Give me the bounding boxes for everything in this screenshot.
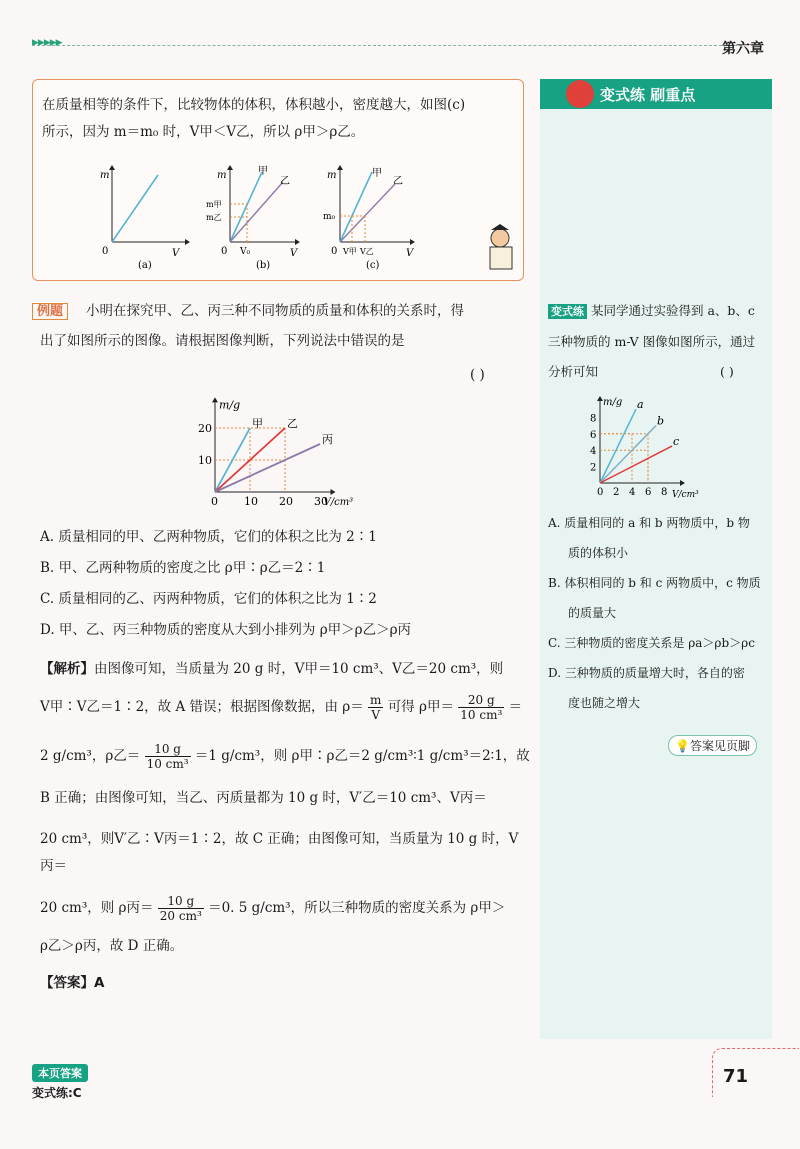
footer-answer: 变式练:C bbox=[32, 1086, 82, 1100]
series-line-2 bbox=[215, 444, 320, 492]
tip-line-1: 在质量相等的条件下，比较物体的体积，体积越小，密度越大，如图(c) bbox=[42, 97, 466, 113]
side-option-c: C. 三种物质的密度关系是 ρa＞ρb＞ρc bbox=[548, 636, 755, 650]
graph-b-m1: m甲 bbox=[206, 200, 222, 209]
y-tick-1: 20 bbox=[198, 422, 212, 435]
x-tick-3: 30 bbox=[314, 495, 328, 508]
solution-line-1 bbox=[40, 656, 530, 683]
answer-link-button[interactable]: 💡答案见页脚 bbox=[668, 735, 757, 756]
graph-c-label-yi: 乙 bbox=[393, 176, 403, 187]
fraction-10g-10cm: $\frac{10 g}{\text{10 cm³}}$ bbox=[146, 742, 189, 771]
side-x-tick-4: 8 bbox=[661, 487, 668, 498]
side-option-b-1: B. 体积相同的 b 和 c 两物质中，c 物质 bbox=[548, 576, 761, 590]
side-q-line-1: 某同学通过实验得到 a、b、c bbox=[590, 303, 755, 318]
graph-b-xlabel: V bbox=[290, 248, 298, 259]
option-b: B. 甲、乙两种物质的密度之比 ρ甲∶ρ乙＝2∶1 bbox=[40, 560, 326, 576]
option-c: C. 质量相同的乙、丙两种物质，它们的体积之比为 1∶2 bbox=[40, 591, 377, 607]
side-option-b-2: 的质量大 bbox=[568, 606, 617, 620]
tip-text bbox=[42, 92, 512, 146]
y-axis-arrow bbox=[212, 397, 218, 402]
side-y-tick-0: 2 bbox=[590, 462, 597, 474]
side-answer-paren: ( ) bbox=[720, 364, 734, 379]
solution-line-3 bbox=[40, 742, 530, 771]
main-chart bbox=[185, 395, 375, 510]
graph-b-m2: m乙 bbox=[206, 213, 222, 222]
tip-line-2: 所示，因为 m＝m₀ 时，V甲＜V乙，所以 ρ甲＞ρ乙。 bbox=[42, 124, 365, 140]
y-axis-label: m/g bbox=[219, 398, 241, 412]
solution-text-2a: V甲∶V乙＝1∶2，故 A 错误；根据图像数据，由 ρ＝ bbox=[40, 699, 364, 715]
graph-a-ylabel: m bbox=[100, 170, 110, 181]
graph-c-xlabel: V bbox=[406, 248, 414, 259]
side-options bbox=[548, 508, 770, 718]
practice-mascot-icon bbox=[566, 80, 594, 108]
side-x-axis-label: V/cm³ bbox=[672, 490, 699, 500]
solution-line-6 bbox=[40, 894, 530, 923]
graph-c bbox=[323, 165, 415, 271]
graph-b-label-jia: 甲 bbox=[258, 166, 268, 177]
side-series-label-2: c bbox=[673, 435, 680, 449]
header-divider bbox=[32, 45, 742, 46]
graph-a-caption: (a) bbox=[138, 260, 152, 271]
side-tag: 变式练 bbox=[548, 304, 587, 319]
graph-c-ylabel: m bbox=[327, 170, 337, 181]
side-panel-title: 变式练 刷重点 bbox=[600, 86, 696, 104]
side-option-d-1: D. 三种物质的质量增大时，各自的密 bbox=[548, 666, 745, 680]
graph-a-xlabel: V bbox=[172, 248, 180, 259]
side-y-tick-1: 4 bbox=[590, 446, 597, 458]
side-x-tick-1: 2 bbox=[613, 487, 620, 498]
y-tick-0: 10 bbox=[198, 454, 212, 467]
graph-b-v0: V₀ bbox=[240, 247, 251, 257]
option-d: D. 甲、乙、丙三种物质的密度从大到小排列为 ρ甲＞ρ乙＞ρ丙 bbox=[40, 622, 412, 638]
side-x-tick-2: 4 bbox=[629, 487, 636, 498]
side-chart bbox=[575, 390, 735, 505]
solution-label: 【解析】 bbox=[40, 661, 94, 677]
example-options bbox=[40, 524, 520, 644]
graph-a bbox=[100, 165, 190, 271]
x-tick-2: 20 bbox=[279, 495, 293, 508]
x-axis-arrow bbox=[331, 489, 336, 495]
side-option-a-1: A. 质量相同的 a 和 b 两物质中，b 物 bbox=[548, 516, 750, 530]
side-y-axis-label: m/g bbox=[603, 397, 623, 408]
hint-icon: 💡 bbox=[675, 739, 690, 753]
footer-answer-tag: 本页答案 bbox=[32, 1064, 88, 1082]
solution-line-5: 20 cm³，则V′乙∶V丙＝1∶2，故 C 正确；由图像可知，当质量为 10 g 时，V丙＝ bbox=[40, 831, 519, 874]
solution-line-4: B 正确；由图像可知，当乙、丙质量都为 10 g 时，V′乙＝10 cm³、V丙＝ bbox=[40, 790, 487, 806]
solution-text-2b: 可得 ρ甲＝ bbox=[387, 699, 454, 715]
graph-c-m0: m₀ bbox=[323, 212, 336, 222]
series-label-2: 丙 bbox=[322, 433, 333, 446]
formula-density-fraction: $\frac{m}{V}$ bbox=[370, 693, 382, 722]
graph-a-origin: 0 bbox=[102, 246, 109, 257]
side-x-tick-0: 0 bbox=[597, 487, 604, 498]
side-series-line-2 bbox=[600, 446, 672, 483]
example-question-line-1: 小明在探究甲、乙、丙三种不同物质的质量和体积的关系时，得 bbox=[86, 303, 464, 319]
side-y-tick-2: 6 bbox=[590, 429, 597, 441]
side-q-line-3: 分析可知 ( ) bbox=[548, 357, 770, 387]
graph-c-label-jia: 甲 bbox=[372, 168, 382, 179]
graph-b-label-yi: 乙 bbox=[280, 176, 290, 187]
graph-c-origin: 0 bbox=[331, 246, 338, 257]
example-answer-paren: ( ) bbox=[470, 367, 485, 383]
fraction-10g-20cm: $\frac{10 g}{\text{20 cm³}}$ bbox=[159, 894, 202, 923]
graph-c-vyi: V乙 bbox=[360, 247, 374, 256]
option-a: A. 质量相同的甲、乙两种物质，它们的体积之比为 2∶1 bbox=[40, 529, 377, 545]
side-option-a-2: 质的体积小 bbox=[568, 546, 629, 560]
side-series-label-0: a bbox=[637, 398, 644, 412]
graph-b-origin: 0 bbox=[221, 246, 228, 257]
side-x-tick-3: 6 bbox=[645, 487, 652, 498]
solution-text-1: 由图像可知，当质量为 20 g 时，V甲＝10 cm³、V乙＝20 cm³，则 bbox=[94, 661, 504, 677]
graph-c-caption: (c) bbox=[366, 260, 380, 271]
solution-line-2 bbox=[40, 693, 530, 722]
solution-block bbox=[40, 656, 530, 997]
series-label-1: 乙 bbox=[287, 417, 298, 430]
side-question bbox=[548, 296, 770, 387]
graph-b bbox=[206, 165, 300, 271]
x-axis-label: V/cm³ bbox=[323, 497, 354, 508]
solution-text-6a: 20 cm³，则 ρ丙＝ bbox=[40, 900, 154, 916]
side-x-arrow bbox=[680, 480, 685, 486]
solution-line-7: ρ乙＞ρ丙，故 D 正确。 bbox=[40, 938, 184, 954]
solution-text-6b: ＝0. 5 g/cm³，所以三种物质的密度关系为 ρ甲＞ bbox=[208, 900, 506, 916]
graph-b-caption: (b) bbox=[256, 260, 271, 271]
x-tick-0: 0 bbox=[211, 495, 218, 508]
series-label-0: 甲 bbox=[252, 417, 263, 430]
tip-graphs bbox=[90, 160, 520, 275]
fraction-20g-10cm: $\frac{20 g}{\text{10 cm³}}$ bbox=[460, 693, 503, 722]
solution-answer: 【答案】A bbox=[40, 975, 105, 991]
graph-c-vjia: V甲 bbox=[343, 247, 357, 256]
side-option-d-2: 度也随之增大 bbox=[568, 696, 641, 710]
solution-text-2c: ＝ bbox=[508, 699, 523, 715]
header-arrows-icon: ▶▶▶▶▶ bbox=[32, 38, 62, 48]
example-tag: 例题 bbox=[32, 300, 68, 319]
side-q-line-2: 三种物质的 m-V 图像如图所示，通过 bbox=[548, 334, 756, 349]
x-tick-1: 10 bbox=[244, 495, 258, 508]
graph-b-ylabel: m bbox=[217, 170, 227, 181]
solution-text-3a: 2 g/cm³，ρ乙＝ bbox=[40, 748, 141, 764]
chapter-title: 第六章 bbox=[722, 41, 764, 57]
scholar-cartoon-icon bbox=[490, 224, 512, 269]
side-series-line-0 bbox=[600, 409, 636, 483]
example-question-line-2: 出了如图所示的图像。请根据图像判断，下列说法中错误的是 bbox=[40, 333, 405, 349]
solution-text-3b: ＝1 g/cm³，则 ρ甲∶ρ乙＝2 g/cm³∶1 g/cm³＝2∶1，故 bbox=[194, 748, 530, 764]
page-number: 71 bbox=[723, 1066, 749, 1087]
side-series-label-1: b bbox=[657, 414, 665, 428]
side-y-tick-3: 8 bbox=[590, 413, 597, 425]
